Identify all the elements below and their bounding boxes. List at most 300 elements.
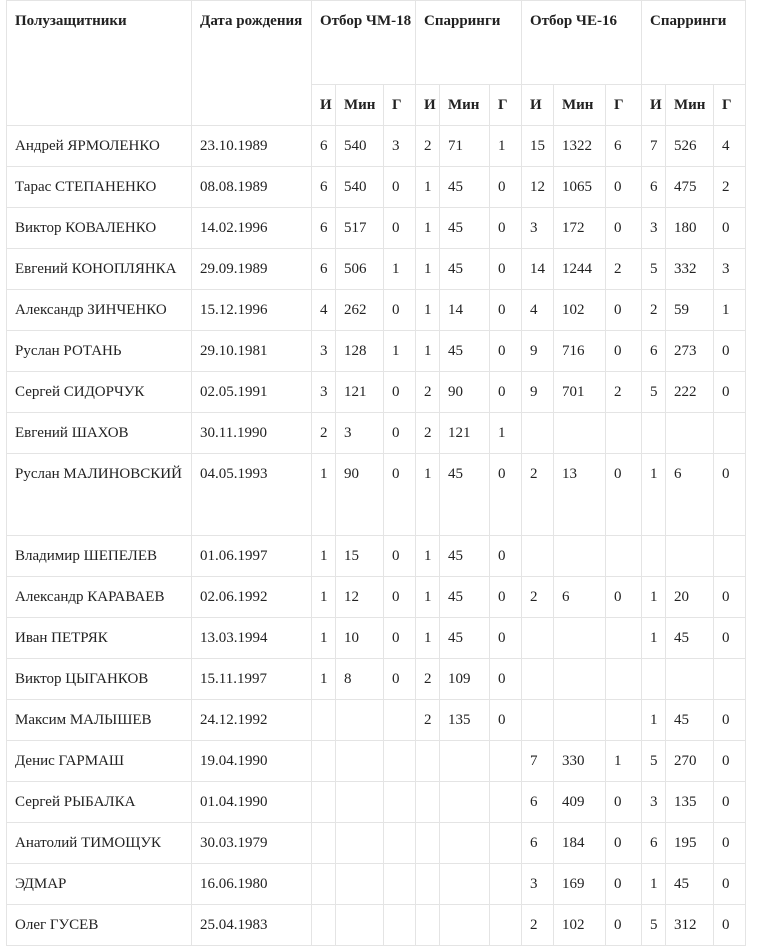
stat-games: 2 (416, 413, 440, 454)
stat-minutes (336, 782, 384, 823)
stat-games (312, 823, 336, 864)
stat-games (416, 864, 440, 905)
stat-goals: 0 (606, 331, 642, 372)
stat-games (312, 905, 336, 946)
stat-games (522, 536, 554, 577)
stat-minutes: 12 (336, 577, 384, 618)
player-name: Владимир ШЕПЕЛЕВ (7, 536, 192, 577)
stat-minutes: 1065 (554, 167, 606, 208)
stat-goals: 6 (606, 126, 642, 167)
header-group-friendlies-2: Спарринги (642, 1, 746, 85)
stat-goals (606, 700, 642, 741)
stat-goals: 0 (714, 782, 746, 823)
birth-date: 14.02.1996 (192, 208, 312, 249)
stat-minutes: 90 (336, 454, 384, 536)
stat-games (312, 864, 336, 905)
header-group-friendlies-1: Спарринги (416, 1, 522, 85)
stat-goals (384, 864, 416, 905)
stat-goals: 0 (714, 454, 746, 536)
stat-minutes: 10 (336, 618, 384, 659)
stat-games: 1 (416, 249, 440, 290)
stat-minutes: 109 (440, 659, 490, 700)
stat-games: 3 (312, 331, 336, 372)
stat-minutes (440, 782, 490, 823)
stat-goals: 0 (490, 618, 522, 659)
stat-goals (490, 905, 522, 946)
birth-date: 30.03.1979 (192, 823, 312, 864)
stat-minutes: 59 (666, 290, 714, 331)
stat-minutes (336, 905, 384, 946)
player-name: Руслан РОТАНЬ (7, 331, 192, 372)
stat-goals: 0 (606, 782, 642, 823)
stat-minutes: 172 (554, 208, 606, 249)
stat-minutes (554, 700, 606, 741)
stat-minutes: 526 (666, 126, 714, 167)
stat-goals: 0 (384, 577, 416, 618)
stat-games: 1 (416, 618, 440, 659)
stat-goals: 0 (606, 905, 642, 946)
stat-minutes: 184 (554, 823, 606, 864)
stat-games: 1 (312, 577, 336, 618)
header-minutes: Мин (440, 85, 490, 126)
stat-games: 6 (312, 126, 336, 167)
stat-goals (714, 659, 746, 700)
stat-goals: 0 (384, 536, 416, 577)
stat-minutes: 102 (554, 290, 606, 331)
stat-minutes: 1322 (554, 126, 606, 167)
stat-games: 6 (642, 823, 666, 864)
stat-goals: 0 (490, 454, 522, 536)
stat-minutes: 90 (440, 372, 490, 413)
stat-minutes: 270 (666, 741, 714, 782)
stat-minutes: 13 (554, 454, 606, 536)
stat-goals: 0 (714, 823, 746, 864)
stat-minutes (666, 413, 714, 454)
stat-minutes: 180 (666, 208, 714, 249)
stat-goals: 0 (606, 208, 642, 249)
stat-goals: 0 (490, 167, 522, 208)
stat-games: 2 (312, 413, 336, 454)
stat-goals (606, 413, 642, 454)
stat-minutes: 540 (336, 126, 384, 167)
stat-minutes: 45 (440, 536, 490, 577)
header-games: И (416, 85, 440, 126)
birth-date: 30.11.1990 (192, 413, 312, 454)
table-row (7, 864, 746, 905)
stat-games (416, 823, 440, 864)
stat-goals: 0 (714, 741, 746, 782)
stat-minutes: 71 (440, 126, 490, 167)
stat-minutes: 135 (440, 700, 490, 741)
stat-minutes: 330 (554, 741, 606, 782)
stat-goals (714, 536, 746, 577)
stat-games: 1 (312, 618, 336, 659)
stat-minutes: 121 (336, 372, 384, 413)
stat-minutes: 45 (440, 167, 490, 208)
stat-games: 4 (312, 290, 336, 331)
stat-games: 2 (642, 290, 666, 331)
birth-date: 04.05.1993 (192, 454, 312, 536)
stat-goals: 0 (490, 659, 522, 700)
stat-goals (384, 741, 416, 782)
stat-goals: 0 (714, 700, 746, 741)
header-minutes: Мин (554, 85, 606, 126)
stat-games: 2 (416, 126, 440, 167)
birth-date: 01.04.1990 (192, 782, 312, 823)
stat-games (312, 700, 336, 741)
stat-games: 1 (642, 864, 666, 905)
stat-games: 3 (522, 208, 554, 249)
stat-goals: 3 (384, 126, 416, 167)
stat-games: 1 (416, 536, 440, 577)
stat-goals: 2 (606, 372, 642, 413)
stat-games: 6 (642, 331, 666, 372)
table-row (7, 659, 746, 700)
player-name: Виктор ЦЫГАНКОВ (7, 659, 192, 700)
stat-games: 6 (522, 823, 554, 864)
stat-minutes: 121 (440, 413, 490, 454)
birth-date: 24.12.1992 (192, 700, 312, 741)
header-row-groups (7, 1, 746, 85)
header-group-euro16-qualifying: Отбор ЧЕ-16 (522, 1, 642, 85)
player-name: Сергей РЫБАЛКА (7, 782, 192, 823)
stat-minutes: 20 (666, 577, 714, 618)
stat-games: 2 (522, 905, 554, 946)
stat-games: 1 (642, 700, 666, 741)
stat-minutes (440, 864, 490, 905)
stat-games: 9 (522, 331, 554, 372)
stat-goals (384, 782, 416, 823)
stat-games: 1 (416, 331, 440, 372)
stat-goals: 0 (714, 372, 746, 413)
birth-date: 15.12.1996 (192, 290, 312, 331)
stat-minutes (336, 741, 384, 782)
stat-minutes: 312 (666, 905, 714, 946)
stat-minutes: 45 (440, 208, 490, 249)
stat-minutes: 517 (336, 208, 384, 249)
stat-games: 2 (522, 577, 554, 618)
stat-minutes: 45 (440, 331, 490, 372)
player-name: Евгений КОНОПЛЯНКА (7, 249, 192, 290)
stat-games: 9 (522, 372, 554, 413)
stat-games (522, 618, 554, 659)
player-name: Тарас СТЕПАНЕНКО (7, 167, 192, 208)
stat-games (312, 741, 336, 782)
stat-minutes: 3 (336, 413, 384, 454)
stat-games: 2 (416, 659, 440, 700)
stat-games (522, 413, 554, 454)
stat-minutes (336, 864, 384, 905)
table-row (7, 167, 746, 208)
stat-goals: 0 (606, 290, 642, 331)
birth-date: 02.05.1991 (192, 372, 312, 413)
stat-goals: 0 (714, 618, 746, 659)
birth-date: 01.06.1997 (192, 536, 312, 577)
stat-minutes: 701 (554, 372, 606, 413)
stat-goals: 0 (384, 413, 416, 454)
stat-minutes: 475 (666, 167, 714, 208)
stat-goals (606, 618, 642, 659)
stat-goals: 0 (384, 454, 416, 536)
stat-goals: 0 (490, 577, 522, 618)
stat-minutes: 506 (336, 249, 384, 290)
stat-goals: 0 (384, 659, 416, 700)
table-row (7, 413, 746, 454)
stat-goals: 1 (490, 126, 522, 167)
stat-games: 3 (642, 782, 666, 823)
player-name: Евгений ШАХОВ (7, 413, 192, 454)
stat-goals: 0 (606, 577, 642, 618)
stat-goals (606, 536, 642, 577)
stat-goals (606, 659, 642, 700)
stat-goals: 0 (490, 290, 522, 331)
stat-games: 1 (642, 577, 666, 618)
stat-minutes: 102 (554, 905, 606, 946)
table-row (7, 905, 746, 946)
stat-games: 5 (642, 372, 666, 413)
stat-games: 1 (416, 290, 440, 331)
birth-date: 16.06.1980 (192, 864, 312, 905)
stat-goals: 0 (384, 372, 416, 413)
player-name: Сергей СИДОРЧУК (7, 372, 192, 413)
stat-goals: 1 (606, 741, 642, 782)
player-name: Олег ГУСЕВ (7, 905, 192, 946)
stat-games: 12 (522, 167, 554, 208)
table-row (7, 290, 746, 331)
stat-minutes: 8 (336, 659, 384, 700)
header-goals: Г (606, 85, 642, 126)
table-row (7, 823, 746, 864)
stat-games: 1 (312, 659, 336, 700)
stat-minutes: 45 (666, 700, 714, 741)
stat-minutes: 169 (554, 864, 606, 905)
header-minutes: Мин (666, 85, 714, 126)
stat-minutes: 195 (666, 823, 714, 864)
birth-date: 19.04.1990 (192, 741, 312, 782)
stat-minutes: 273 (666, 331, 714, 372)
stat-goals: 1 (384, 331, 416, 372)
stat-goals: 1 (490, 413, 522, 454)
stat-games: 6 (312, 167, 336, 208)
stat-games: 1 (642, 618, 666, 659)
table-row (7, 331, 746, 372)
player-name: Александр КАРАВАЕВ (7, 577, 192, 618)
stat-goals (490, 782, 522, 823)
stat-minutes: 45 (666, 618, 714, 659)
stat-goals: 0 (490, 208, 522, 249)
stat-games: 5 (642, 249, 666, 290)
stat-goals: 0 (384, 618, 416, 659)
stat-goals: 0 (606, 864, 642, 905)
stat-minutes: 45 (440, 249, 490, 290)
table-row (7, 536, 746, 577)
birth-date: 23.10.1989 (192, 126, 312, 167)
stat-goals: 0 (490, 331, 522, 372)
stat-goals: 0 (606, 823, 642, 864)
stat-goals: 0 (606, 167, 642, 208)
stat-minutes (440, 823, 490, 864)
table-body (7, 126, 746, 946)
stat-goals (490, 741, 522, 782)
player-name: Денис ГАРМАШ (7, 741, 192, 782)
stat-minutes (440, 741, 490, 782)
stat-games: 5 (642, 905, 666, 946)
birth-date: 25.04.1983 (192, 905, 312, 946)
table-row (7, 249, 746, 290)
stat-goals: 0 (714, 864, 746, 905)
stat-minutes (666, 536, 714, 577)
table-row (7, 700, 746, 741)
birth-date: 15.11.1997 (192, 659, 312, 700)
stat-minutes: 15 (336, 536, 384, 577)
stat-minutes: 332 (666, 249, 714, 290)
player-name: Александр ЗИНЧЕНКО (7, 290, 192, 331)
stat-goals: 0 (714, 331, 746, 372)
stat-goals: 0 (490, 249, 522, 290)
stat-goals: 2 (606, 249, 642, 290)
stat-games (522, 700, 554, 741)
table-row (7, 454, 746, 536)
stat-goals (714, 413, 746, 454)
stat-minutes (554, 536, 606, 577)
stat-games: 1 (416, 577, 440, 618)
stat-games: 1 (416, 208, 440, 249)
stat-minutes (554, 659, 606, 700)
stat-goals: 4 (714, 126, 746, 167)
stat-games: 15 (522, 126, 554, 167)
stat-games: 1 (312, 454, 336, 536)
stat-minutes (554, 413, 606, 454)
stat-games: 2 (416, 700, 440, 741)
stat-minutes: 135 (666, 782, 714, 823)
player-name: Руслан МАЛИНОВСКИЙ (7, 454, 192, 536)
header-group-wc18-qualifying: Отбор ЧМ-18 (312, 1, 416, 85)
birth-date: 02.06.1992 (192, 577, 312, 618)
stat-minutes: 262 (336, 290, 384, 331)
stat-minutes (554, 618, 606, 659)
header-goals: Г (490, 85, 522, 126)
stat-minutes: 45 (666, 864, 714, 905)
stat-minutes (336, 823, 384, 864)
stat-goals (384, 700, 416, 741)
stat-goals (490, 823, 522, 864)
stat-games: 3 (312, 372, 336, 413)
player-name: Андрей ЯРМОЛЕНКО (7, 126, 192, 167)
stat-minutes: 6 (554, 577, 606, 618)
stat-goals: 0 (714, 208, 746, 249)
stat-games: 4 (522, 290, 554, 331)
stat-games (522, 659, 554, 700)
stat-games: 3 (642, 208, 666, 249)
table-row (7, 372, 746, 413)
stat-minutes: 45 (440, 577, 490, 618)
stat-goals: 0 (490, 536, 522, 577)
stat-games: 1 (416, 454, 440, 536)
player-name: ЭДМАР (7, 864, 192, 905)
stat-minutes: 409 (554, 782, 606, 823)
header-goals: Г (714, 85, 746, 126)
stat-goals: 2 (714, 167, 746, 208)
stat-games: 7 (522, 741, 554, 782)
table-row (7, 782, 746, 823)
stat-goals: 0 (384, 208, 416, 249)
header-games: И (522, 85, 554, 126)
stat-minutes (336, 700, 384, 741)
stat-goals (490, 864, 522, 905)
stat-minutes: 128 (336, 331, 384, 372)
stat-games (416, 741, 440, 782)
stat-games: 2 (416, 372, 440, 413)
stat-games: 2 (522, 454, 554, 536)
stat-goals: 1 (384, 249, 416, 290)
birth-date: 08.08.1989 (192, 167, 312, 208)
stat-games (642, 659, 666, 700)
stat-games (312, 782, 336, 823)
stat-minutes: 45 (440, 454, 490, 536)
stat-games: 6 (522, 782, 554, 823)
stat-games: 3 (522, 864, 554, 905)
stat-goals (384, 905, 416, 946)
table-row (7, 208, 746, 249)
player-name: Виктор КОВАЛЕНКО (7, 208, 192, 249)
stat-games: 1 (642, 454, 666, 536)
header-player: Полузащитники (7, 1, 192, 126)
stat-games: 7 (642, 126, 666, 167)
stat-minutes: 716 (554, 331, 606, 372)
header-games: И (312, 85, 336, 126)
stat-minutes: 1244 (554, 249, 606, 290)
stat-goals: 1 (714, 290, 746, 331)
stat-goals: 0 (714, 577, 746, 618)
stat-games (416, 782, 440, 823)
stat-minutes: 45 (440, 618, 490, 659)
stat-games (642, 536, 666, 577)
header-minutes: Мин (336, 85, 384, 126)
stat-minutes: 540 (336, 167, 384, 208)
header-birth-date: Дата рождения (192, 1, 312, 126)
stat-games (416, 905, 440, 946)
stat-goals: 0 (384, 167, 416, 208)
stat-minutes (440, 905, 490, 946)
stat-minutes: 14 (440, 290, 490, 331)
stat-games: 1 (416, 167, 440, 208)
stat-goals (384, 823, 416, 864)
stat-minutes (666, 659, 714, 700)
stat-goals: 0 (384, 290, 416, 331)
stat-games (642, 413, 666, 454)
stat-goals: 0 (490, 700, 522, 741)
table-row (7, 126, 746, 167)
stat-goals: 0 (714, 905, 746, 946)
header-games: И (642, 85, 666, 126)
stat-minutes: 6 (666, 454, 714, 536)
stat-goals: 0 (490, 372, 522, 413)
stat-games: 6 (312, 249, 336, 290)
player-name: Анатолий ТИМОЩУК (7, 823, 192, 864)
player-name: Максим МАЛЫШЕВ (7, 700, 192, 741)
player-name: Иван ПЕТРЯК (7, 618, 192, 659)
stat-games: 14 (522, 249, 554, 290)
stat-goals: 3 (714, 249, 746, 290)
stat-games: 5 (642, 741, 666, 782)
stat-games: 1 (312, 536, 336, 577)
header-goals: Г (384, 85, 416, 126)
stat-games: 6 (312, 208, 336, 249)
stat-games: 6 (642, 167, 666, 208)
stat-minutes: 222 (666, 372, 714, 413)
table-row (7, 577, 746, 618)
midfielders-table (6, 0, 746, 946)
